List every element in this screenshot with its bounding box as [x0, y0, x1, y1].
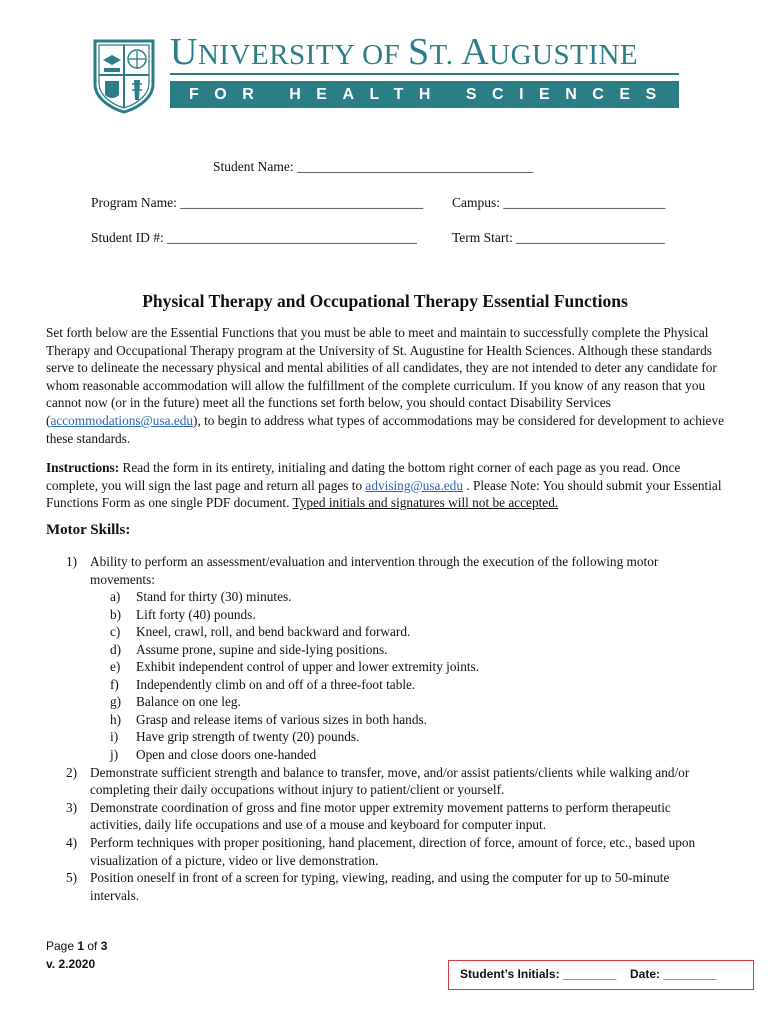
univ-name-part-2: T. [429, 39, 462, 71]
sub-list-item: Grasp and release items of various sizes in both hands. [136, 712, 427, 727]
intro-text-end: ), to begin to address what types of accommodations may be considered for development to achieve these standards. [46, 412, 725, 446]
page-current: 1 [77, 939, 85, 953]
sub-list-item: Exhibit independent control of upper and lower extremity joints. [136, 659, 480, 674]
list-item-text: Demonstrate sufficient strength and balance to transfer, move, and/or assist patients/clients while walking and/or [90, 765, 690, 780]
list-item-text: completing their daily occupations without injury to patient/client or yourself. [90, 782, 505, 797]
univ-name-initial-s: S [408, 31, 430, 73]
health-sciences-banner: FOR HEALTH SCIENCES [170, 81, 679, 108]
list-number: 2) [66, 765, 78, 780]
list-item-text: intervals. [90, 888, 140, 903]
instructions-label: Instructions: [46, 460, 120, 475]
univ-name-initial-a: A [461, 31, 490, 73]
list-item-text: Position oneself in front of a screen for typing, viewing, reading, and using the computer for up to 50-minute [90, 870, 670, 885]
sub-list-letter: h) [110, 712, 122, 727]
list-number: 1) [66, 554, 78, 569]
instructions-text-2: . Please Note: You should submit your Essential Functions Form as one single PDF document. [46, 477, 722, 511]
sub-list-item: Balance on one leg. [136, 694, 241, 709]
term-start-field[interactable]: Term Start: ______________________ [452, 230, 665, 245]
version-label: v. 2.2020 [46, 957, 96, 971]
sub-list-letter: e) [110, 659, 121, 674]
sub-list-item: Lift forty (40) pounds. [136, 607, 256, 622]
sub-list-letter: g) [110, 694, 122, 709]
campus-field[interactable]: Campus: ________________________ [452, 195, 666, 210]
advising-email-link[interactable]: advising@usa.edu [365, 477, 463, 493]
sub-list-letter: f) [110, 677, 119, 692]
sub-list-letter: d) [110, 642, 122, 657]
sub-list-letter: a) [110, 589, 121, 604]
page-number [46, 939, 107, 953]
date-field[interactable]: Date: ________ [630, 967, 717, 981]
student-initials-field[interactable]: Student’s Initials: ________ [460, 967, 617, 981]
motor-skills-heading: Motor Skills: [46, 522, 131, 538]
list-number: 5) [66, 870, 78, 885]
list-item-text: Demonstrate coordination of gross and fine motor upper extremity movement patterns to perform therapeutic [90, 800, 671, 815]
page-of: of [84, 939, 101, 953]
sub-list-item: Assume prone, supine and side-lying positions. [136, 642, 388, 657]
sub-list-letter: b) [110, 607, 122, 622]
university-name [170, 32, 680, 75]
instructions-text: Read the form in its entirety, initialing and dating the bottom right corner of each page as you read. Once complete, you will sign the last page and return all pages to [46, 460, 681, 493]
sub-list-letter: i) [110, 729, 119, 744]
sub-list-item: Have grip strength of twenty (20) pounds. [136, 729, 360, 744]
intro-paragraph [46, 324, 730, 447]
student-id-field[interactable]: Student ID #: _____________________________________ [91, 230, 417, 245]
univ-name-part-3: UGUSTINE [489, 39, 639, 71]
list-number: 3) [66, 800, 78, 815]
university-logo-shield [92, 38, 156, 114]
univ-name-part-1: NIVERSITY OF [197, 39, 408, 71]
student-name-field[interactable]: Student Name: ___________________________________ [213, 159, 534, 174]
intro-text: Set forth below are the Essential Functions that you must be able to meet and maintain to successfully complete the Physical Therapy and Occupational Therapy program at the University of St. Augustine for Health Sciences. Although these standards serve to delineate the necessary physical and mental abilities of all candidates, they are not intended to deter any candidate for whom reasonable accommodation will allow the fulfillment of the complete curriculum. If you know of any reason that you cannot now (or in the future) meet all the functions set forth below, you should contact Disability Services ( [46, 325, 717, 428]
header-divider [170, 73, 679, 75]
sub-list-item: Open and close doors one-handed [136, 747, 317, 762]
page-total: 3 [100, 939, 108, 953]
document-title: Physical Therapy and Occupational Therapy Essential Functions [142, 291, 628, 311]
sub-list-letter: c) [110, 624, 121, 639]
typed-signature-warning: Typed initials and signatures will not be accepted. [292, 495, 559, 511]
univ-name-initial-u: U [170, 31, 198, 73]
sub-list-item: Kneel, crawl, roll, and bend backward and forward. [136, 624, 411, 639]
list-item-text: Perform techniques with proper positioning, hand placement, direction of force, amount of force, etc., based upon [90, 835, 696, 850]
sub-list-item: Stand for thirty (30) minutes. [136, 589, 292, 604]
list-item-text: Ability to perform an assessment/evaluation and intervention through the execution of the following motor [90, 554, 659, 569]
list-number: 4) [66, 835, 78, 850]
page-prefix: Page [46, 939, 78, 953]
sub-list-letter: j) [110, 747, 119, 762]
list-item-text: visualization of a picture, video or live demonstration. [90, 853, 379, 868]
sub-list-item: Independently climb on and off of a three-foot table. [136, 677, 416, 692]
program-name-field[interactable]: Program Name: ____________________________________ [91, 195, 424, 210]
list-item-text: activities, daily life occupations and use of a mouse and keyboard for computer input. [90, 817, 547, 832]
list-item-text: movements: [90, 572, 155, 587]
initials-date-box[interactable] [448, 960, 754, 990]
accommodations-email-link[interactable]: accommodations@usa.edu [50, 412, 194, 428]
instructions-paragraph [46, 459, 730, 512]
